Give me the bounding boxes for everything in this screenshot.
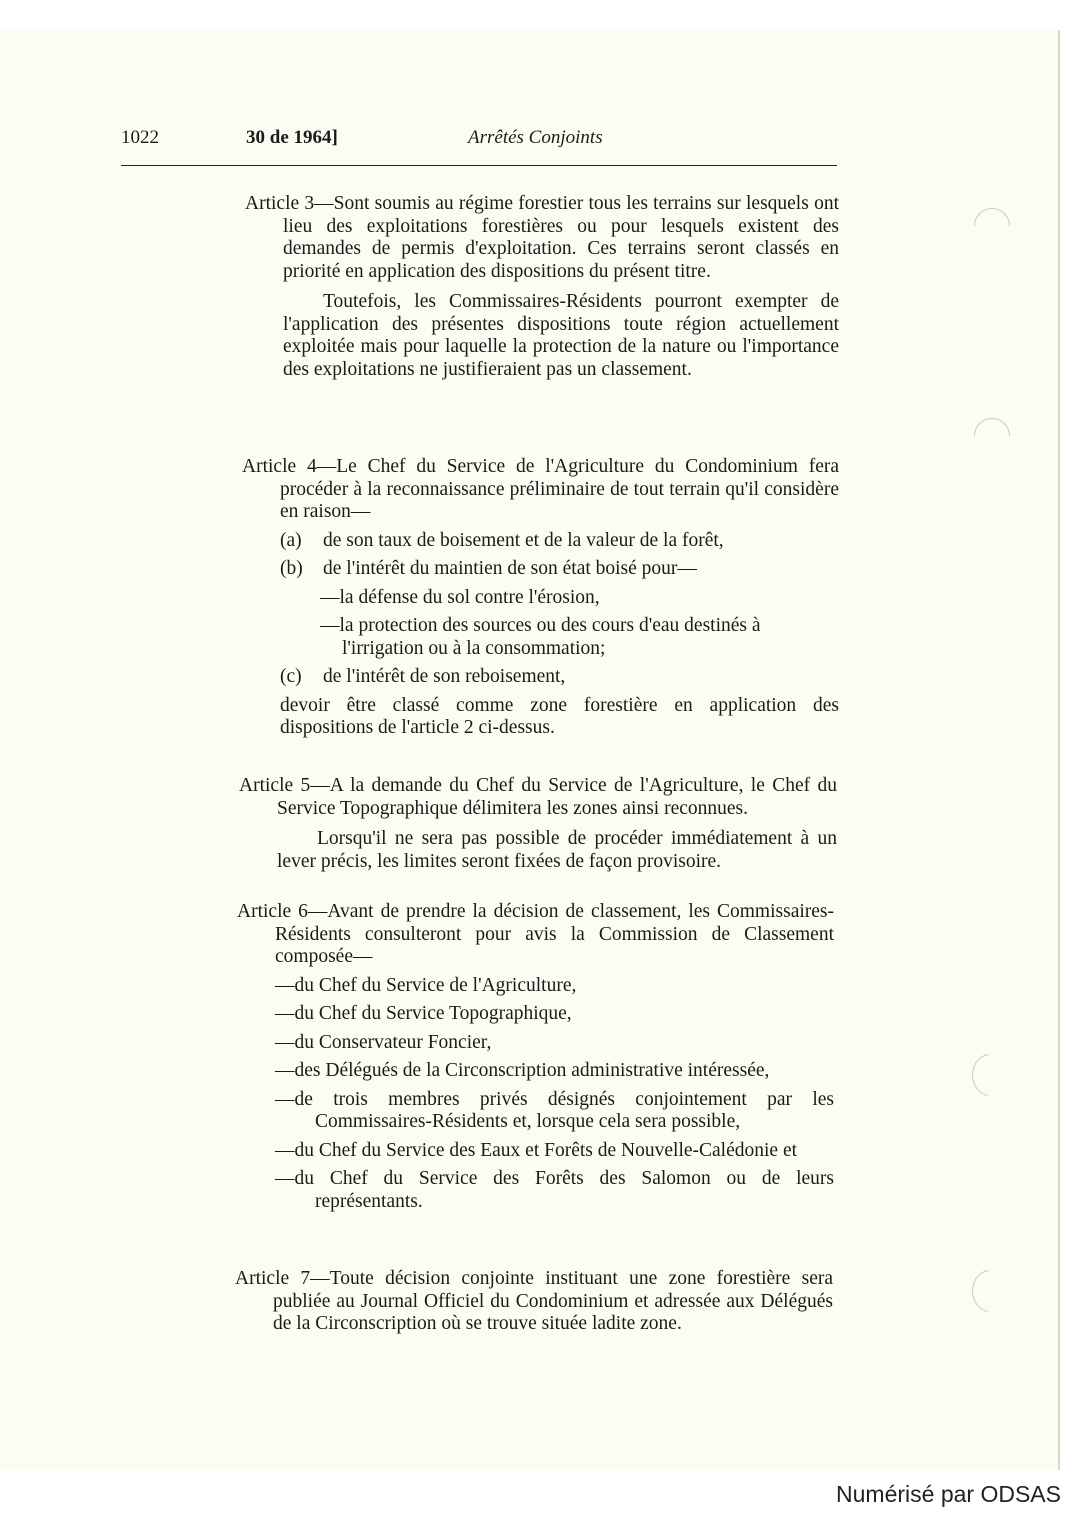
punch-hole-mark: [972, 1054, 1008, 1096]
punch-hole-mark: [974, 418, 1010, 454]
article-4-subitem: —la défense du sol contre l'érosion,: [320, 586, 600, 608]
article-4-item-c: (c) de l'intérêt de son reboisement,: [280, 666, 566, 687]
article-4: [242, 456, 839, 740]
commission-member: —du Chef du Service des Forêts des Salomon ou de leurs représentants.: [275, 1168, 834, 1212]
header-reference: 30 de 1964]: [246, 127, 338, 148]
article-3-text: Article 3—Sont soumis au régime forestier tous les terrains sur lesquels ont lieu des exploitations forestières ou pour lesquels existent des demandes de permis d'exploitation. Ces terrains seront classés en priorité en application des dispositions du présent titre.: [245, 193, 839, 282]
page-header: [0, 127, 900, 151]
header-rule: [121, 165, 837, 166]
commission-member: —du Chef du Service des Eaux et Forêts de Nouvelle-Calédonie et: [275, 1139, 798, 1161]
article-7-text: Article 7—Toute décision conjointe instituant une zone forestière sera publiée au Journal Officiel du Condominium et adressée aux Délégués de la Circonscription où se trouve située ladite zone.: [235, 1268, 833, 1334]
article-4-closing: devoir être classé comme zone forestière en application des dispositions de l'article 2 ci-dessus.: [280, 694, 839, 738]
commission-member: —des Délégués de la Circonscription administrative intéressée,: [275, 1060, 770, 1081]
article-5-paragraph: Lorsqu'il ne sera pas possible de procéder immédiatement à un lever précis, les limites seront fixées de façon provisoire.: [277, 828, 837, 872]
header-title: Arrêtés Conjoints: [468, 127, 603, 148]
commission-member: —du Chef du Service Topographique,: [275, 1003, 572, 1024]
article-3-paragraph: Toutefois, les Commissaires-Résidents pourront exempter de l'application des présentes dispositions toute région actuellement exploitée mais pour laquelle la protection de la nature ou l'importance des exploitations ne justifieraient pas un classement.: [283, 291, 839, 380]
punch-hole-mark: [972, 1270, 1008, 1312]
article-4-subitem: —la protection des sources ou des cours d'eau destinés à l'irrigation ou à la consommation;: [320, 615, 761, 659]
article-4-item-a: (a) de son taux de boisement et de la valeur de la forêt,: [280, 529, 724, 551]
article-7: [235, 1268, 833, 1336]
article-3: [245, 193, 839, 381]
commission-member: —de trois membres privés désignés conjointement par les Commissaires-Résidents et, lorsque cela sera possible,: [275, 1088, 834, 1132]
article-4-item-b: (b) de l'intérêt du maintien de son état boisé pour—: [280, 558, 697, 579]
article-4-text: Article 4—Le Chef du Service de l'Agriculture du Condominium fera procéder à la reconnaissance préliminaire de tout terrain qu'il considère en raison—: [242, 456, 839, 522]
article-5-text: Article 5—A la demande du Chef du Service de l'Agriculture, le Chef du Service Topographique délimitera les zones ainsi reconnues.: [239, 775, 837, 819]
page-number: 1022: [121, 127, 159, 148]
article-6: [237, 901, 834, 1213]
digitization-credit: Numérisé par ODSAS: [836, 1481, 1061, 1507]
commission-member: —du Chef du Service de l'Agriculture,: [275, 974, 577, 996]
article-5: [239, 775, 837, 873]
punch-hole-mark: [974, 208, 1010, 244]
article-6-text: Article 6—Avant de prendre la décision de classement, les Commissaires-Résidents consulteront pour avis la Commission de Classement composée—: [237, 901, 834, 967]
commission-member: —du Conservateur Foncier,: [275, 1031, 492, 1053]
